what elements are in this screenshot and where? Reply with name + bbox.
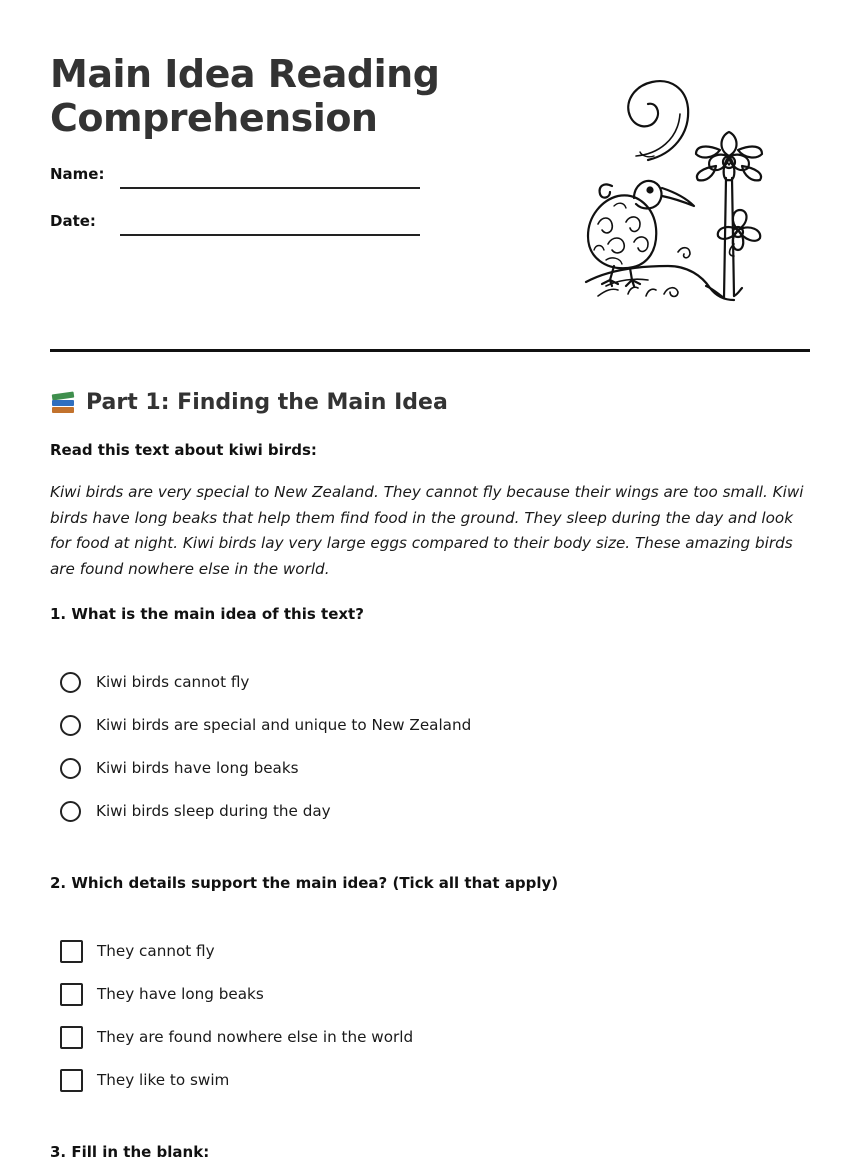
- section-heading-text: Part 1: Finding the Main Idea: [86, 390, 448, 415]
- option-label: They like to swim: [97, 1071, 230, 1089]
- question-1-prompt: 1. What is the main idea of this text?: [50, 605, 364, 623]
- kiwi-bird-illustration: [578, 74, 768, 308]
- checkbox[interactable]: [60, 983, 83, 1006]
- reading-passage: Kiwi birds are very special to New Zealand. They cannot fly because their wings are too small. Kiwi birds have long beaks that help them find food in the ground. They sleep during the day and look for food at night. Kiwi birds lay very large eggs compared to their body size. These amazing birds are found nowhere else in the world.: [50, 483, 804, 579]
- option-label: They are found nowhere else in the world: [97, 1028, 414, 1046]
- option-label: Kiwi birds are special and unique to New Zealand: [96, 716, 472, 734]
- radio-button[interactable]: [60, 715, 81, 736]
- option-label: Kiwi birds sleep during the day: [96, 802, 331, 820]
- section-heading-part-1: [50, 388, 448, 418]
- date-field[interactable]: [120, 234, 420, 236]
- date-label: Date:: [50, 212, 96, 230]
- option-label: They cannot fly: [97, 942, 215, 960]
- worksheet-title: Main Idea Reading Comprehension: [50, 52, 440, 140]
- option-label: Kiwi birds have long beaks: [96, 759, 299, 777]
- radio-button[interactable]: [60, 801, 81, 822]
- option-label: Kiwi birds cannot fly: [96, 673, 250, 691]
- question-2-option-4[interactable]: [60, 1068, 229, 1092]
- books-icon: [50, 391, 76, 415]
- name-label: Name:: [50, 165, 105, 183]
- question-2-option-1[interactable]: [60, 939, 215, 963]
- radio-button[interactable]: [60, 672, 81, 693]
- question-1-option-4[interactable]: [60, 799, 331, 823]
- option-label: They have long beaks: [97, 985, 264, 1003]
- question-1-option-2[interactable]: [60, 713, 471, 737]
- question-1-option-1[interactable]: [60, 670, 249, 694]
- header-divider: [50, 349, 810, 352]
- question-2-option-2[interactable]: [60, 982, 264, 1006]
- reading-instruction: Read this text about kiwi birds:: [50, 441, 317, 459]
- question-2-option-3[interactable]: [60, 1025, 413, 1049]
- checkbox[interactable]: [60, 1026, 83, 1049]
- name-field[interactable]: [120, 187, 420, 189]
- question-1-option-3[interactable]: [60, 756, 299, 780]
- question-3-prompt: 3. Fill in the blank:: [50, 1143, 210, 1161]
- checkbox[interactable]: [60, 1069, 83, 1092]
- checkbox[interactable]: [60, 940, 83, 963]
- radio-button[interactable]: [60, 758, 81, 779]
- question-2-prompt: 2. Which details support the main idea? (Tick all that apply): [50, 874, 559, 892]
